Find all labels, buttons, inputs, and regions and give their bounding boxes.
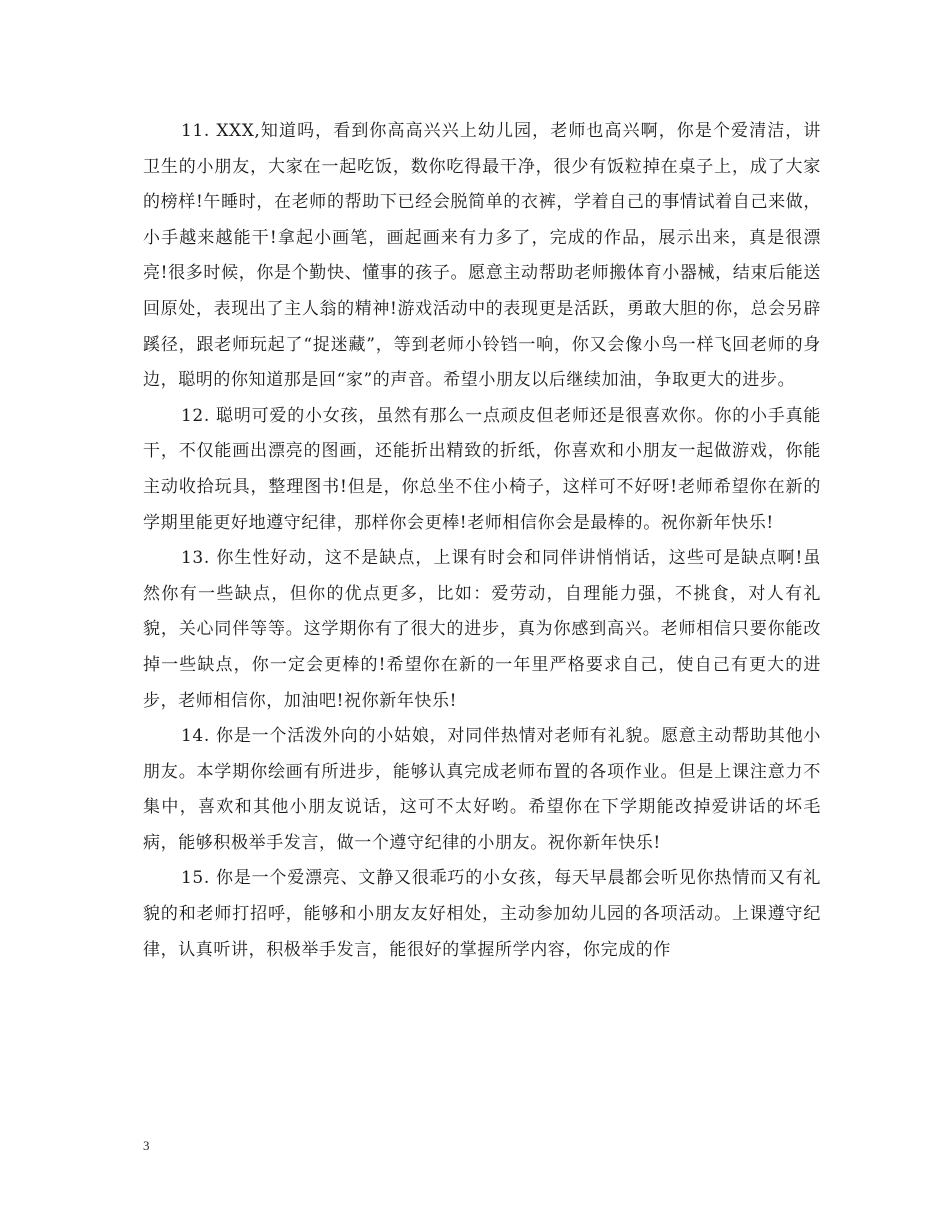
page-number: 3	[143, 1138, 150, 1153]
comment-paragraph-13: 13. 你生性好动，这不是缺点，上课有时会和同伴讲悄悄话，这些可是缺点啊!虽然你有一些缺点，但你的优点更多，比如：爱劳动，自理能力强，不挑食，对人有礼貌，关心同伴等等。这学期你有了很大的进步，真为你感到高兴。老师相信只要你能改掉一些缺点，你一定会更棒的!希望你在新的一年里严格要求自己，使自己有更大的进步，老师相信你，加油吧!祝你新年快乐!	[143, 548, 821, 711]
comment-paragraph-14: 14. 你是一个活泼外向的小姑娘，对同伴热情对老师有礼貌。愿意主动帮助其他小朋友。本学期你绘画有所进步，能够认真完成老师布置的各项作业。但是上课注意力不集中，喜欢和其他小朋友说话，这可不太好哟。希望你在下学期能改掉爱讲话的坏毛病，能够积极举手发言，做一个遵守纪律的小朋友。祝你新年快乐!	[143, 726, 821, 853]
comment-paragraph-15: 15. 你是一个爱漂亮、文静又很乖巧的小女孩，每天早晨都会听见你热情而又有礼貌的和老师打招呼，能够和小朋友友好相处，主动参加幼儿园的各项活动。上课遵守纪律，认真听讲，积极举手发言，能很好的掌握所学内容，你完成的作	[143, 868, 821, 960]
document-body	[143, 114, 821, 968]
comment-paragraph-11: 11. XXX,知道吗，看到你高高兴兴上幼儿园，老师也高兴啊，你是个爱清洁，讲卫生的小朋友，大家在一起吃饭，数你吃得最干净，很少有饭粒掉在桌子上，成了大家的榜样!午睡时，在老师的帮助下已经会脱简单的衣裤，学着自己的事情试着自己来做，小手越来越能干!拿起小画笔，画起画来有力多了，完成的作品，展示出来，真是很漂亮!很多时候，你是个勤快、懂事的孩子。愿意主动帮助老师搬体育小器械，结束后能送回原处，表现出了主人翁的精神!游戏活动中的表现更是活跃，勇敢大胆的你，总会另辟蹊径，跟老师玩起了“捉迷藏”，等到老师小铃铛一响，你又会像小鸟一样飞回老师的身边，聪明的你知道那是回“家”的声音。希望小朋友以后继续加油，争取更大的进步。	[143, 121, 821, 391]
comment-paragraph-12: 12. 聪明可爱的小女孩，虽然有那么一点顽皮但老师还是很喜欢你。你的小手真能干，不仅能画出漂亮的图画，还能折出精致的折纸，你喜欢和小朋友一起做游戏，你能主动收拾玩具，整理图书!但是，你总坐不住小椅子，这样可不好呀!老师希望你在新的学期里能更好地遵守纪律，那样你会更棒!老师相信你会是最棒的。祝你新年快乐!	[143, 405, 821, 533]
